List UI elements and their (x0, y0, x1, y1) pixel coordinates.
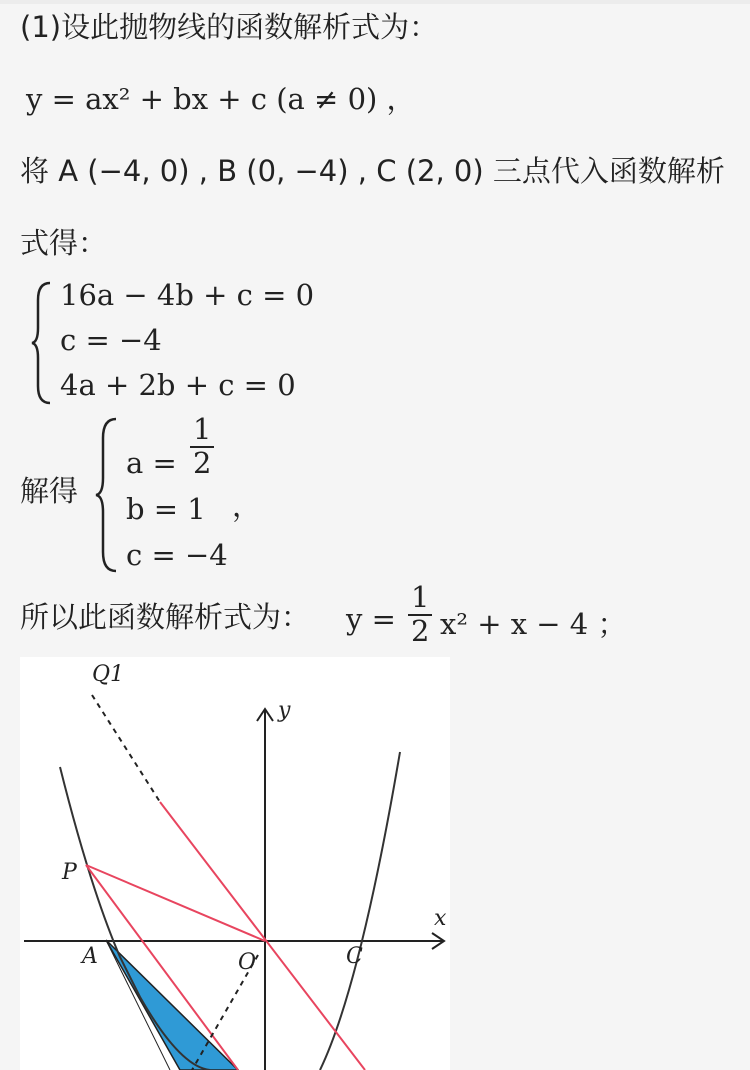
solution-a-label: a = (126, 445, 177, 480)
result-fraction-denominator: 2 (411, 613, 430, 648)
label-q1: Q1 (92, 662, 125, 687)
result-rest: x² + x − 4 ； (440, 607, 627, 641)
general-form-equation: y = ax² + bx + c (a ≠ 0) ， (26, 82, 416, 116)
parabola-curve (60, 752, 400, 1070)
solution-suffix: ， (232, 489, 262, 523)
top-divider (0, 0, 750, 4)
q1-dashed-line (92, 695, 160, 802)
solution-a-fraction (190, 414, 214, 480)
parabola-figure (20, 657, 450, 1070)
system-equation-1: 16a − 4b + c = 0 (60, 278, 315, 312)
solution-a-denominator: 2 (193, 445, 212, 480)
result-y-label: y = (346, 602, 396, 636)
system-equation-2: c = −4 (60, 323, 162, 357)
solution-a-numerator: 1 (190, 414, 214, 448)
solution-b: b = 1 (126, 492, 206, 526)
substitute-text-1: 将 A (−4, 0) , B (0, −4) , C (2, 0) 三点代入函数解析 (20, 154, 725, 188)
result-fraction (408, 582, 432, 648)
solution-a (126, 414, 214, 480)
label-c: C (346, 944, 363, 969)
result-prefix: 所以此函数解析式为： (20, 600, 311, 634)
solution-brace (94, 416, 122, 574)
label-y-axis: y (278, 698, 291, 723)
system-brace (30, 280, 56, 406)
system-equation-3: 4a + 2b + c = 0 (60, 368, 296, 402)
substitute-text-2: 式得： (20, 226, 108, 260)
solution-prefix: 解得 (20, 474, 79, 508)
solution-c: c = −4 (126, 538, 228, 572)
intro-text: (1)设此抛物线的函数解析式为： (20, 10, 439, 44)
figure-svg (20, 657, 450, 1070)
label-x-axis: x (434, 906, 447, 931)
result-fraction-numerator: 1 (408, 582, 432, 616)
label-p: P (62, 860, 77, 885)
shaded-triangle (106, 940, 238, 1070)
label-o: O (238, 950, 257, 975)
label-a: A (82, 944, 98, 969)
